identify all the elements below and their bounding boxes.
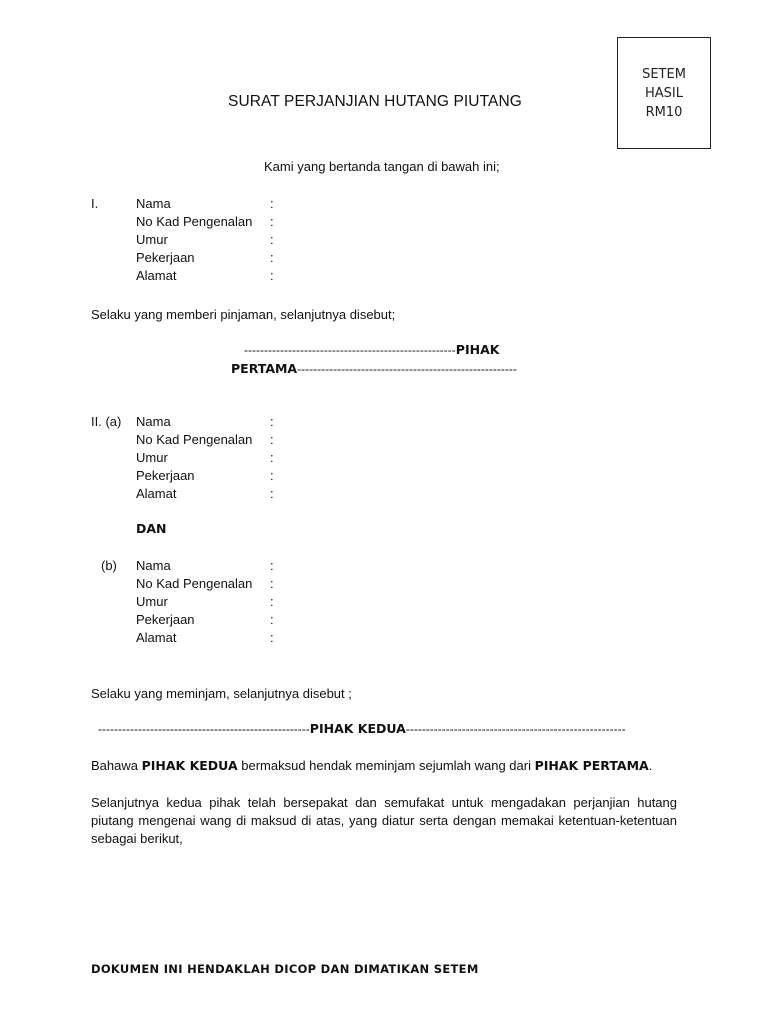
party-2a-marker: II. (a) (91, 414, 122, 429)
statement-part-1: Bahawa (91, 758, 142, 773)
field-label: Umur (136, 450, 168, 465)
field-colon: : (270, 250, 274, 265)
party-1-designation-line-2 (231, 360, 517, 378)
designation-label: PIHAK KEDUA (309, 721, 406, 736)
dash-separator: ----------------------------------------------------- (244, 343, 456, 357)
field-label: Umur (136, 232, 168, 247)
party-2-role-text: Selaku yang meminjam, selanjutnya disebut ; (91, 686, 352, 701)
field-label: Pekerjaan (136, 250, 195, 265)
intro-text: Kami yang bertanda tangan di bawah ini; (264, 159, 500, 174)
footer-notice: DOKUMEN INI HENDAKLAH DICOP DAN DIMATIKAN SETEM (91, 962, 479, 976)
field-colon: : (270, 576, 274, 591)
connector-dan: DAN (136, 521, 167, 536)
statement-part-3: . (648, 758, 653, 773)
field-label: Nama (136, 196, 171, 211)
party-2-designation-line (98, 720, 626, 738)
field-colon: : (270, 558, 274, 573)
designation-label: PIHAK (455, 342, 500, 357)
party-1-marker: I. (91, 196, 99, 211)
statement-part-2: bermaksud hendak meminjam sejumlah wang dari (237, 758, 535, 773)
field-label: No Kad Pengenalan (136, 432, 253, 447)
party-2b-marker: (b) (101, 558, 117, 573)
stamp-line-3: RM10 (645, 104, 683, 120)
statement-bold-2: PIHAK PERTAMA (534, 758, 649, 773)
field-label: Nama (136, 558, 171, 573)
field-label: Pekerjaan (136, 612, 195, 627)
field-colon: : (270, 594, 274, 609)
stamp-box (617, 37, 711, 149)
statement-bold-1: PIHAK KEDUA (141, 758, 238, 773)
field-colon: : (270, 450, 274, 465)
field-label: Alamat (136, 630, 177, 645)
party-1-designation-line-1 (244, 341, 499, 359)
field-label: Alamat (136, 486, 177, 501)
stamp-line-1: SETEM (642, 66, 686, 82)
field-label: Pekerjaan (136, 468, 195, 483)
field-label: No Kad Pengenalan (136, 576, 253, 591)
field-label: Umur (136, 594, 168, 609)
agreement-paragraph: Selanjutnya kedua pihak telah bersepakat dan semufakat untuk mengadakan perjanjian hutang piutang mengenai wang di maksud di atas, yang diatur serta dengan memakai ketentuan-ketentuan sebagai berikut, (91, 795, 677, 846)
document-title: SURAT PERJANJIAN HUTANG PIUTANG (228, 93, 522, 110)
dash-separator: ----------------------------------------------------- (98, 722, 310, 736)
field-colon: : (270, 468, 274, 483)
field-colon: : (270, 268, 274, 283)
field-colon: : (270, 196, 274, 211)
field-colon: : (270, 612, 274, 627)
dash-separator: ------------------------------------------------------- (405, 722, 626, 736)
field-label: Nama (136, 414, 171, 429)
field-label: Alamat (136, 268, 177, 283)
stamp-line-2: HASIL (645, 85, 683, 101)
designation-label: PERTAMA (231, 361, 298, 376)
field-colon: : (270, 232, 274, 247)
field-colon: : (270, 432, 274, 447)
field-colon: : (270, 486, 274, 501)
field-label: No Kad Pengenalan (136, 214, 253, 229)
field-colon: : (270, 414, 274, 429)
field-colon: : (270, 214, 274, 229)
statement-paragraph (91, 758, 652, 773)
party-1-role-text: Selaku yang memberi pinjaman, selanjutnya disebut; (91, 307, 396, 322)
dash-separator: ------------------------------------------------------- (297, 362, 517, 376)
field-colon: : (270, 630, 274, 645)
